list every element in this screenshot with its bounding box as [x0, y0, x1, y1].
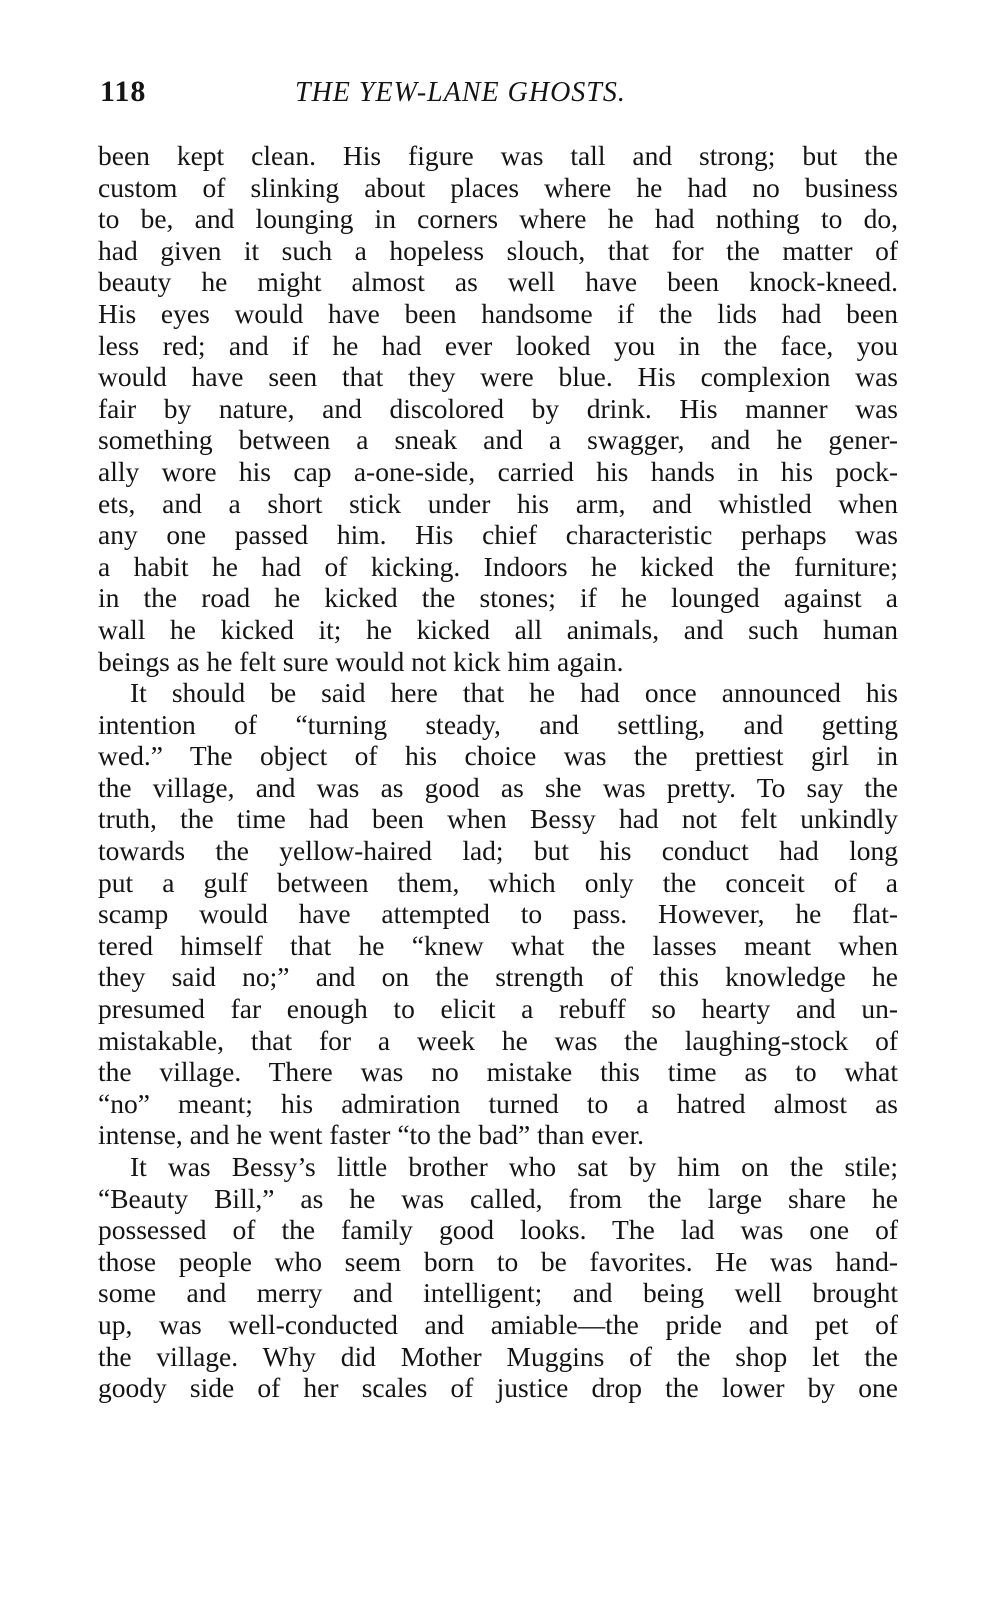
text-line: custom of slinking about places where he had no business	[98, 171, 898, 203]
text-line: been kept clean. His figure was tall and strong; but the	[98, 140, 898, 171]
text-line: would have seen that they were blue. His complexion was	[98, 361, 898, 393]
text-line: It should be said here that he had once announced his	[130, 677, 898, 709]
paragraph	[98, 1151, 898, 1404]
text-line: It was Bessy’s little brother who sat by him on the stile;	[130, 1151, 898, 1182]
text-line: mistakable, that for a week he was the laughing-stock of	[98, 1024, 898, 1056]
text-line: to be, and lounging in corners where he had nothing to do,	[98, 203, 898, 235]
text-line: up, was well-conducted and amiable—the pride and pet of	[98, 1308, 898, 1340]
text-line: fair by nature, and discolored by drink. His manner was	[98, 392, 898, 424]
text-line: a habit he had of kicking. Indoors he kicked the furniture;	[98, 550, 898, 582]
text-line: “no” meant; his admiration turned to a hatred almost as	[98, 1087, 898, 1119]
text-line: “Beauty Bill,” as he was called, from the large share he	[98, 1182, 898, 1214]
text-line: those people who seem born to be favorites. He was hand-	[98, 1245, 898, 1277]
text-line: truth, the time had been when Bessy had not felt unkindly	[98, 803, 898, 835]
text-line: some and merry and intelligent; and being well brought	[98, 1277, 898, 1309]
paragraph	[98, 677, 898, 1151]
text-line: wall he kicked it; he kicked all animals, and such human	[98, 613, 898, 645]
text-line: towards the yellow-haired lad; but his conduct had long	[98, 835, 898, 867]
text-line: possessed of the family good looks. The lad was one of	[98, 1214, 898, 1246]
text-line: His eyes would have been handsome if the lids had been	[98, 297, 898, 329]
text-line: they said no;” and on the strength of this knowledge he	[98, 961, 898, 993]
text-line: ets, and a short stick under his arm, and whistled when	[98, 487, 898, 519]
text-line: wed.” The object of his choice was the prettiest girl in	[98, 740, 898, 772]
text-line: goody side of her scales of justice drop the lower by one	[98, 1372, 898, 1404]
text-line: intense, and he went faster “to the bad” than ever.	[98, 1119, 644, 1151]
text-line: something between a sneak and a swagger, and he gener-	[98, 424, 898, 456]
text-line: less red; and if he had ever looked you in the face, you	[98, 329, 898, 361]
text-line: beings as he felt sure would not kick him again.	[98, 645, 624, 677]
page-number: 118	[100, 75, 147, 108]
paragraph	[98, 140, 898, 677]
text-line: intention of “turning steady, and settling, and getting	[98, 708, 898, 740]
text-line: had given it such a hopeless slouch, that for the matter of	[98, 234, 898, 266]
text-line: any one passed him. His chief characteristic perhaps was	[98, 519, 898, 551]
text-line: presumed far enough to elicit a rebuff so hearty and un-	[98, 993, 898, 1025]
text-line: ally wore his cap a-one-side, carried his hands in his pock-	[98, 455, 898, 487]
text-line: in the road he kicked the stones; if he lounged against a	[98, 582, 898, 614]
text-line: beauty he might almost as well have been knock-kneed.	[98, 266, 898, 298]
text-line: put a gulf between them, which only the conceit of a	[98, 866, 898, 898]
running-head	[100, 75, 900, 125]
text-line: the village. Why did Mother Muggins of the shop let the	[98, 1340, 898, 1372]
text-line: tered himself that he “knew what the lasses meant when	[98, 929, 898, 961]
text-line: scamp would have attempted to pass. However, he flat-	[98, 898, 898, 930]
text-line: the village, and was as good as she was pretty. To say the	[98, 771, 898, 803]
text-line: the village. There was no mistake this time as to what	[98, 1056, 898, 1088]
running-title: THE YEW-LANE GHOSTS.	[295, 77, 626, 108]
body-text	[98, 140, 898, 1404]
